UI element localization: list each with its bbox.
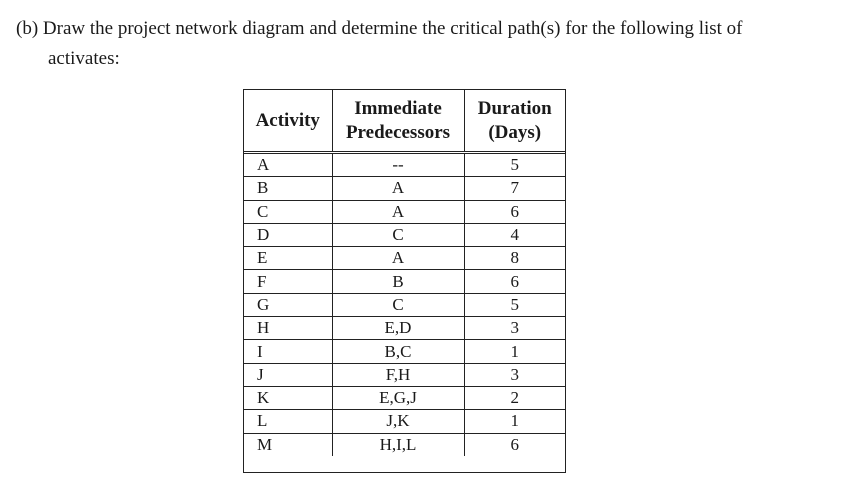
predecessors-cell: E,G,J xyxy=(332,386,464,409)
predecessors-cell: E,D xyxy=(332,317,464,340)
table-row xyxy=(244,433,565,456)
table-row xyxy=(244,386,565,409)
duration-cell: 6 xyxy=(510,434,519,454)
predecessors-cell: F,H xyxy=(332,363,464,386)
activity-cell: K xyxy=(244,386,332,409)
table-row xyxy=(244,200,565,223)
activity-cell: A xyxy=(244,153,332,177)
duration-cell: 4 xyxy=(464,223,565,246)
header-duration: Duration (Days) xyxy=(464,90,565,153)
predecessors-cell: A xyxy=(332,177,464,200)
activity-cell: F xyxy=(244,270,332,293)
activity-cell: G xyxy=(244,293,332,316)
duration-cell: 6 xyxy=(464,200,565,223)
activity-cell: E xyxy=(244,247,332,270)
table-row xyxy=(244,293,565,316)
duration-cell: 1 xyxy=(464,410,565,433)
table-row xyxy=(244,340,565,363)
activity-cell: D xyxy=(244,223,332,246)
activity-cell: L xyxy=(244,410,332,433)
duration-cell: 5 xyxy=(464,293,565,316)
table-header-row xyxy=(244,90,565,153)
duration-cell: 3 xyxy=(464,363,565,386)
predecessors-cell: -- xyxy=(332,153,464,177)
header-activity: Activity xyxy=(244,90,332,153)
question-line-2: activates: xyxy=(48,48,120,69)
predecessors-cell: B xyxy=(332,270,464,293)
duration-cell: 7 xyxy=(464,177,565,200)
table-row xyxy=(244,270,565,293)
predecessors-cell: J,K xyxy=(332,410,464,433)
table-body xyxy=(244,153,565,456)
question-line-1: (b) Draw the project network diagram and determine the critical path(s) for the following list of xyxy=(16,18,743,39)
duration-cell: 6 xyxy=(464,270,565,293)
table-row xyxy=(244,153,565,177)
table-row xyxy=(244,247,565,270)
header-predecessors: Immediate Predecessors xyxy=(332,90,464,153)
duration-cell: 3 xyxy=(464,317,565,340)
activity-cell: M xyxy=(244,433,332,456)
activity-cell: B xyxy=(244,177,332,200)
activity-cell: I xyxy=(244,340,332,363)
table-row xyxy=(244,177,565,200)
table-row xyxy=(244,363,565,386)
table-row xyxy=(244,317,565,340)
predecessors-cell: C xyxy=(332,293,464,316)
activity-cell: J xyxy=(244,363,332,386)
predecessors-cell: B,C xyxy=(332,340,464,363)
table-row xyxy=(244,223,565,246)
predecessors-cell: C xyxy=(332,223,464,246)
activity-cell: C xyxy=(244,200,332,223)
activity-table xyxy=(243,89,566,473)
predecessors-cell: A xyxy=(332,200,464,223)
question-text xyxy=(16,14,856,74)
duration-cell: 1 xyxy=(464,340,565,363)
duration-cell: 5 xyxy=(464,153,565,177)
activity-cell: H xyxy=(244,317,332,340)
duration-cell: 2 xyxy=(464,386,565,409)
predecessors-cell: A xyxy=(332,247,464,270)
predecessors-cell: H,I,L xyxy=(332,433,464,456)
table-row xyxy=(244,410,565,433)
duration-cell: 8 xyxy=(464,247,565,270)
